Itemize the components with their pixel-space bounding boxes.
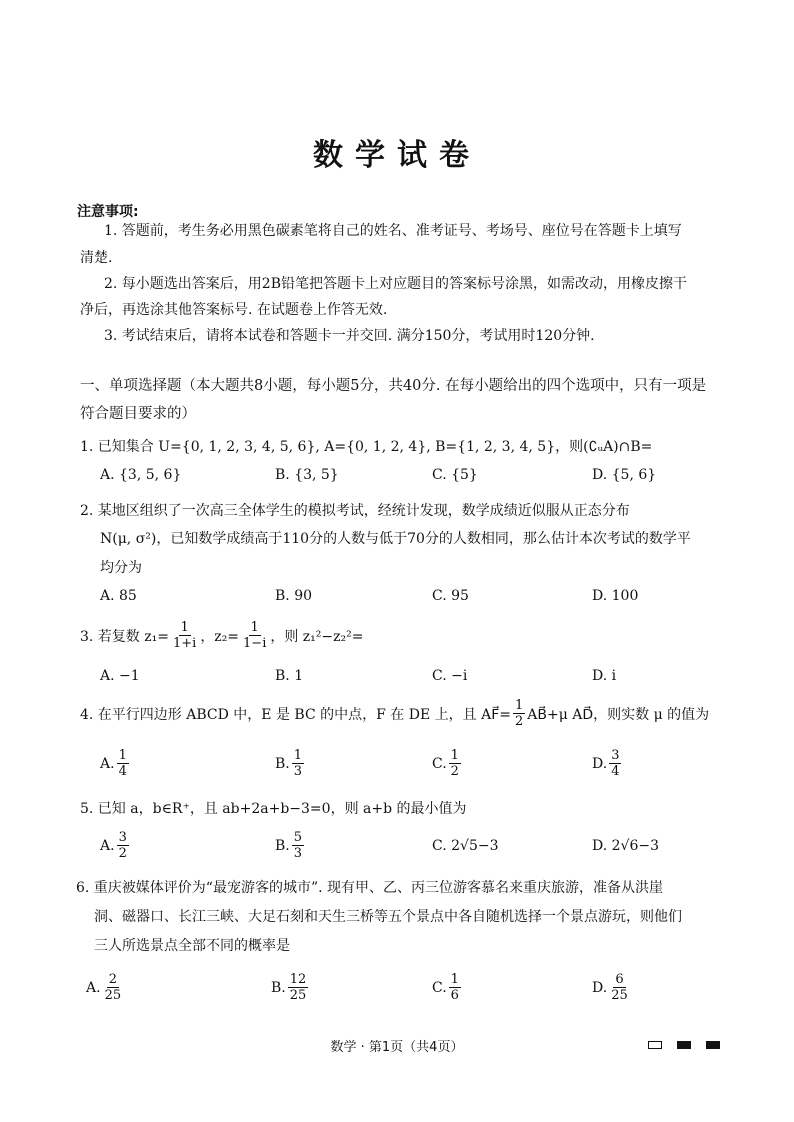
- fraction-denominator: 2: [450, 764, 459, 779]
- fraction-numerator: 1: [180, 620, 189, 635]
- fraction: [292, 830, 304, 861]
- page-footer: 数学 · 第1页（共4页）: [330, 1040, 464, 1055]
- fraction-denominator: 2: [514, 714, 524, 729]
- fraction: [609, 748, 621, 779]
- question-2-stem: 2. 某地区组织了一次高三全体学生的模拟考试，经统计发现，数学成绩近似服从正态分布: [80, 503, 630, 519]
- question-2-option-b: B. 90: [275, 588, 313, 604]
- fraction-denominator: 3: [293, 764, 303, 779]
- fraction-numerator: 1: [450, 748, 459, 763]
- page-marker-solid: [677, 1041, 691, 1049]
- fraction-numerator: 1: [118, 748, 127, 763]
- option-label: C.: [432, 979, 447, 996]
- question-4-text: 4. 在平行四边形 ABCD 中，E 是 BC 的中点，F 在 DE 上，且 AF⃗=: [80, 706, 511, 723]
- option-label: A.: [100, 837, 115, 854]
- fraction-denominator: 1−i: [243, 636, 267, 651]
- question-5-option-c: C. 2√5−3: [432, 838, 499, 854]
- fraction-denominator: 25: [289, 988, 307, 1003]
- section-heading-cont: 符合题目要求的）: [80, 406, 196, 422]
- fraction-numerator: 1: [514, 698, 524, 713]
- question-4-text: AB⃗+μ AD⃗，则实数 μ 的值为: [527, 706, 710, 723]
- question-4-option-c: [432, 748, 463, 779]
- notice-line: 清楚.: [80, 250, 113, 266]
- fraction-denominator: 1+i: [172, 636, 197, 651]
- question-5-option-a: [100, 830, 131, 861]
- option-label: D.: [592, 755, 608, 772]
- question-3-stem: [80, 620, 363, 651]
- fraction: [288, 972, 309, 1003]
- question-1-option-d: D. {5, 6}: [592, 467, 657, 483]
- page-marker-hollow: [648, 1041, 662, 1049]
- question-3-option-c: C. −i: [432, 668, 468, 684]
- question-1-option-b: B. {3, 5}: [275, 467, 339, 483]
- option-label: B.: [275, 837, 290, 854]
- question-4-option-d: [592, 748, 623, 779]
- question-2-stem-cont: 均分为: [100, 560, 142, 576]
- page-title: 数学试卷: [313, 138, 481, 173]
- question-6-stem-cont: 洞、磁器口、长江三峡、大足石刻和天生三桥等五个景点中各自随机选择一个景点游玩，则他们: [94, 909, 682, 925]
- question-1-stem: 1. 已知集合 U={0, 1, 2, 3, 4, 5, 6}, A={0, 1, 2, 4}, B={1, 2, 3, 4, 5}，则(∁ᵤA)∩B=: [80, 439, 653, 455]
- option-label: B.: [275, 755, 290, 772]
- question-5-stem: 5. 已知 a，b∈R⁺，且 ab+2a+b−3=0，则 a+b 的最小值为: [80, 801, 467, 817]
- question-6-stem-cont: 三人所选景点全部不同的概率是: [94, 938, 290, 954]
- fraction-numerator: 3: [118, 830, 127, 845]
- section-heading: 一、单项选择题（本大题共8小题，每小题5分，共40分. 在每小题给出的四个选项中，只有一项是: [80, 378, 707, 394]
- notice-line: 2. 每小题选出答案后，用2B铅笔把答题卡上对应题目的答案标号涂黑，如需改动，用橡皮擦干: [104, 276, 688, 292]
- question-4-stem: [80, 698, 709, 729]
- fraction-denominator: 2: [118, 846, 127, 861]
- fraction: [513, 698, 525, 729]
- notice-heading: 注意事项:: [77, 204, 139, 220]
- fraction-denominator: 25: [611, 988, 628, 1003]
- fraction-numerator: 1: [250, 620, 259, 635]
- question-3-option-a: A. −1: [100, 668, 140, 684]
- fraction: [449, 748, 461, 779]
- fraction-denominator: 25: [104, 988, 122, 1003]
- question-2-option-d: D. 100: [592, 588, 639, 604]
- fraction: [609, 972, 630, 1003]
- question-3-text: ，z₂=: [200, 628, 240, 645]
- option-label: B.: [271, 979, 286, 996]
- page-marker-solid: [706, 1041, 720, 1049]
- option-label: A.: [100, 755, 115, 772]
- fraction-numerator: 5: [293, 830, 303, 845]
- notice-line: 1. 答题前，考生务必用黑色碳素笔将自己的姓名、准考证号、考场号、座位号在答题卡上填写: [104, 223, 682, 239]
- fraction-numerator: 3: [611, 748, 620, 763]
- question-3-option-b: B. 1: [275, 668, 304, 684]
- question-3-option-d: D. i: [592, 668, 617, 684]
- question-4-option-a: [100, 748, 131, 779]
- fraction-denominator: 4: [118, 764, 127, 779]
- question-2-stem-cont: N(μ, σ²)，已知数学成绩高于110分的人数与低于70分的人数相同，那么估计本次考试的数学平: [100, 531, 691, 547]
- question-2-option-a: A. 85: [100, 588, 137, 604]
- question-3-text: 3. 若复数 z₁=: [80, 628, 169, 645]
- question-6-option-b: [271, 972, 310, 1003]
- question-6-option-c: [432, 972, 463, 1003]
- question-5-option-b: [275, 830, 306, 861]
- question-2-option-c: C. 95: [432, 588, 469, 604]
- question-6-stem: 6. 重庆被媒体评价为“最宠游客的城市”. 现有甲、乙、丙三位游客慕名来重庆旅游，准备从洪崖: [76, 880, 664, 896]
- question-3-text: ，则 z₁²−z₂²=: [270, 628, 364, 645]
- fraction: [292, 748, 304, 779]
- question-6-option-d: [592, 972, 632, 1003]
- fraction-numerator: 1: [293, 748, 303, 763]
- option-label: C.: [432, 755, 447, 772]
- question-1-option-a: A. {3, 5, 6}: [100, 467, 182, 483]
- option-label: D.: [592, 979, 608, 996]
- question-4-option-b: [275, 748, 306, 779]
- question-6-option-a: [86, 972, 125, 1003]
- fraction-numerator: 1: [450, 972, 459, 987]
- fraction: [117, 748, 129, 779]
- fraction: [171, 620, 198, 651]
- question-1-option-c: C. {5}: [432, 467, 478, 483]
- question-5-option-d: D. 2√6−3: [592, 838, 659, 854]
- fraction: [103, 972, 124, 1003]
- fraction-denominator: 3: [293, 846, 303, 861]
- fraction: [241, 620, 268, 651]
- fraction-numerator: 12: [289, 972, 307, 987]
- fraction-denominator: 4: [611, 764, 620, 779]
- fraction: [117, 830, 129, 861]
- fraction-numerator: 6: [615, 972, 624, 987]
- option-label: A.: [86, 979, 101, 996]
- fraction: [449, 972, 461, 1003]
- notice-line: 净后，再选涂其他答案标号. 在试题卷上作答无效.: [80, 302, 388, 318]
- fraction-numerator: 2: [108, 972, 117, 987]
- notice-line: 3. 考试结束后，请将本试卷和答题卡一并交回. 满分150分，考试用时120分钟.: [104, 328, 595, 344]
- fraction-denominator: 6: [450, 988, 459, 1003]
